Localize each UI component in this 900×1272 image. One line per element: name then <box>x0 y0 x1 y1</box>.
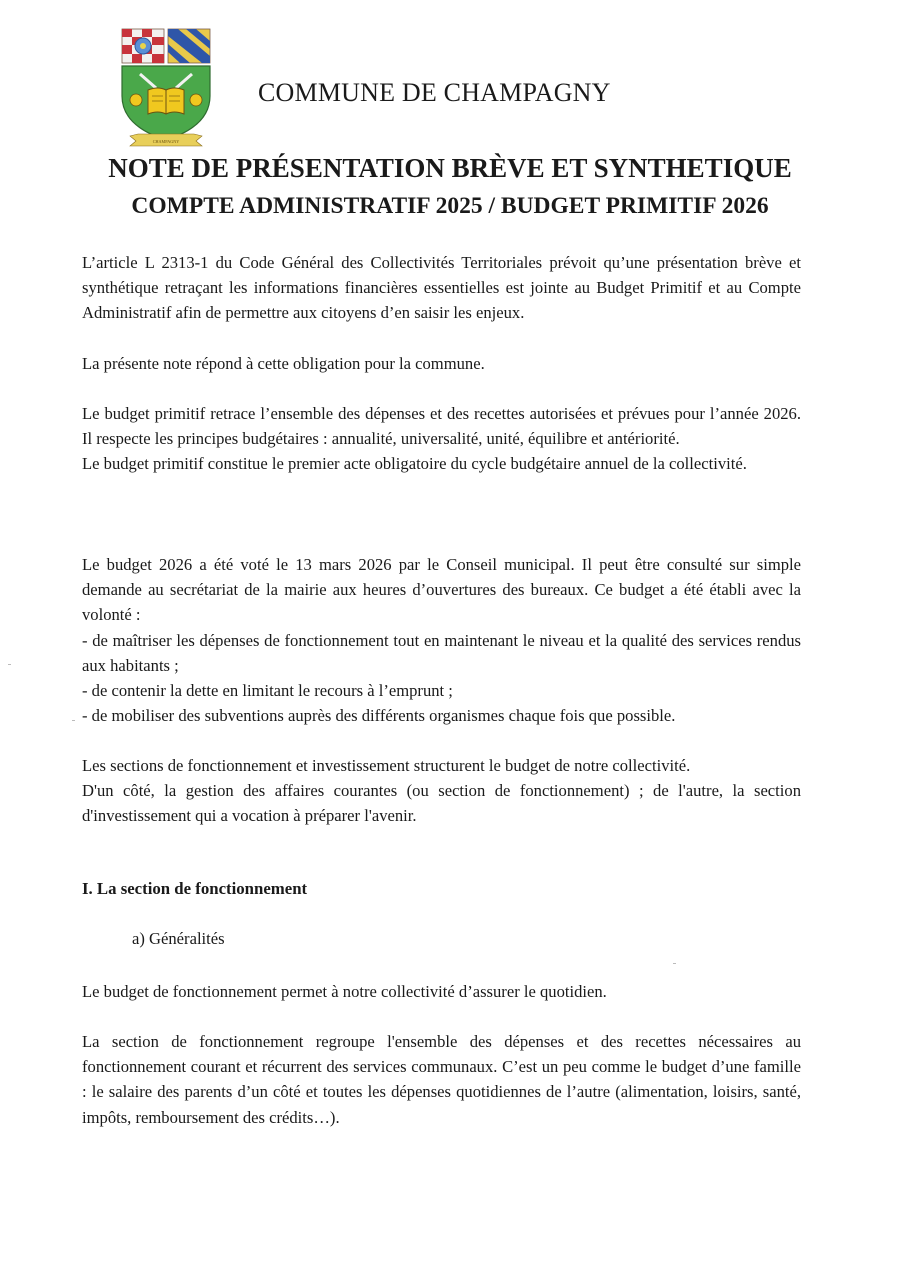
section-paragraph-daily <box>82 979 801 1004</box>
paragraph-text: La section de fonctionnement regroupe l'ensemble des dépenses et des recettes nécessaires au fonctionnement courant et récurrent des services communaux. C’est un peu comme le budget d’une famille : le salaire des parents d’un côté et toutes les dépenses quotidiennes de l’autre (alimentation, loisirs, santé, impôts, remboursement des crédits…). <box>82 1032 801 1127</box>
paragraph-text: La présente note répond à cette obligation pour la commune. <box>82 354 485 373</box>
paragraph-text: Le budget 2026 a été voté le 13 mars 2026 par le Conseil municipal. Il peut être consulté sur simple demande au secrétariat de la mairie aux heures d’ouvertures des bureaux. Ce budget a été établi avec la volonté : <box>82 555 801 625</box>
list-item: - de maîtriser les dépenses de fonctionnement tout en maintenant le niveau et la qualité des services rendus aux habitants ; <box>82 630 801 675</box>
paragraph-text: Le budget primitif constitue le premier acte obligatoire du cycle budgétaire annuel de la collectivité. <box>82 454 747 474</box>
intro-paragraph-vote <box>82 552 801 728</box>
commune-crest-logo <box>118 26 214 150</box>
intro-paragraph-sections <box>82 753 801 829</box>
section-paragraph-details <box>82 1029 801 1130</box>
crest-ribbon-text: CHAMPAGNY <box>152 139 180 144</box>
paragraph-text: Le budget primitif retrace l’ensemble des dépenses et des recettes autorisées et prévues pour l’année 2026. Il respecte les principes budgétaires : annualité, universalité, unité, équilibre et antériorité. <box>82 404 801 449</box>
paragraph-text: Les sections de fonctionnement et investissement structurent le budget de notre collectivité. <box>82 756 691 775</box>
paragraph-text: D'un côté, la gestion des affaires courantes (ou section de fonctionnement) ; de l'autre, la section d'investissement qui a vocation à préparer l'avenir. <box>82 781 801 826</box>
intro-paragraph-principles <box>82 401 801 477</box>
intro-paragraph-legal <box>82 250 801 326</box>
list-item: - de mobiliser des subventions auprès des différents organismes chaque fois que possible. <box>82 706 676 726</box>
list-item: - de contenir la dette en limitant le recours à l’emprunt ; <box>82 681 453 701</box>
scan-speck <box>8 664 11 665</box>
document-title: NOTE DE PRÉSENTATION BRÈVE ET SYNTHETIQUE <box>108 153 792 183</box>
scan-speck <box>673 963 676 964</box>
section-heading: I. La section de fonctionnement <box>82 879 308 898</box>
scan-speck <box>72 720 75 721</box>
intro-paragraph-obligation <box>82 351 801 376</box>
document-subtitle: COMPTE ADMINISTRATIF 2025 / BUDGET PRIMITIF 2026 <box>131 193 769 219</box>
commune-name: COMMUNE DE CHAMPAGNY <box>258 78 611 107</box>
paragraph-text: Le budget de fonctionnement permet à notre collectivité d’assurer le quotidien. <box>82 982 607 1001</box>
subsection-heading: a) Généralités <box>132 929 225 948</box>
paragraph-text: L’article L 2313-1 du Code Général des Collectivités Territoriales prévoit qu’une présentation brève et synthétique retraçant les informations financières essentielles est jointe au Budget Primitif et au Compte Administratif afin de permettre aux citoyens d’en saisir les enjeux. <box>82 253 801 323</box>
